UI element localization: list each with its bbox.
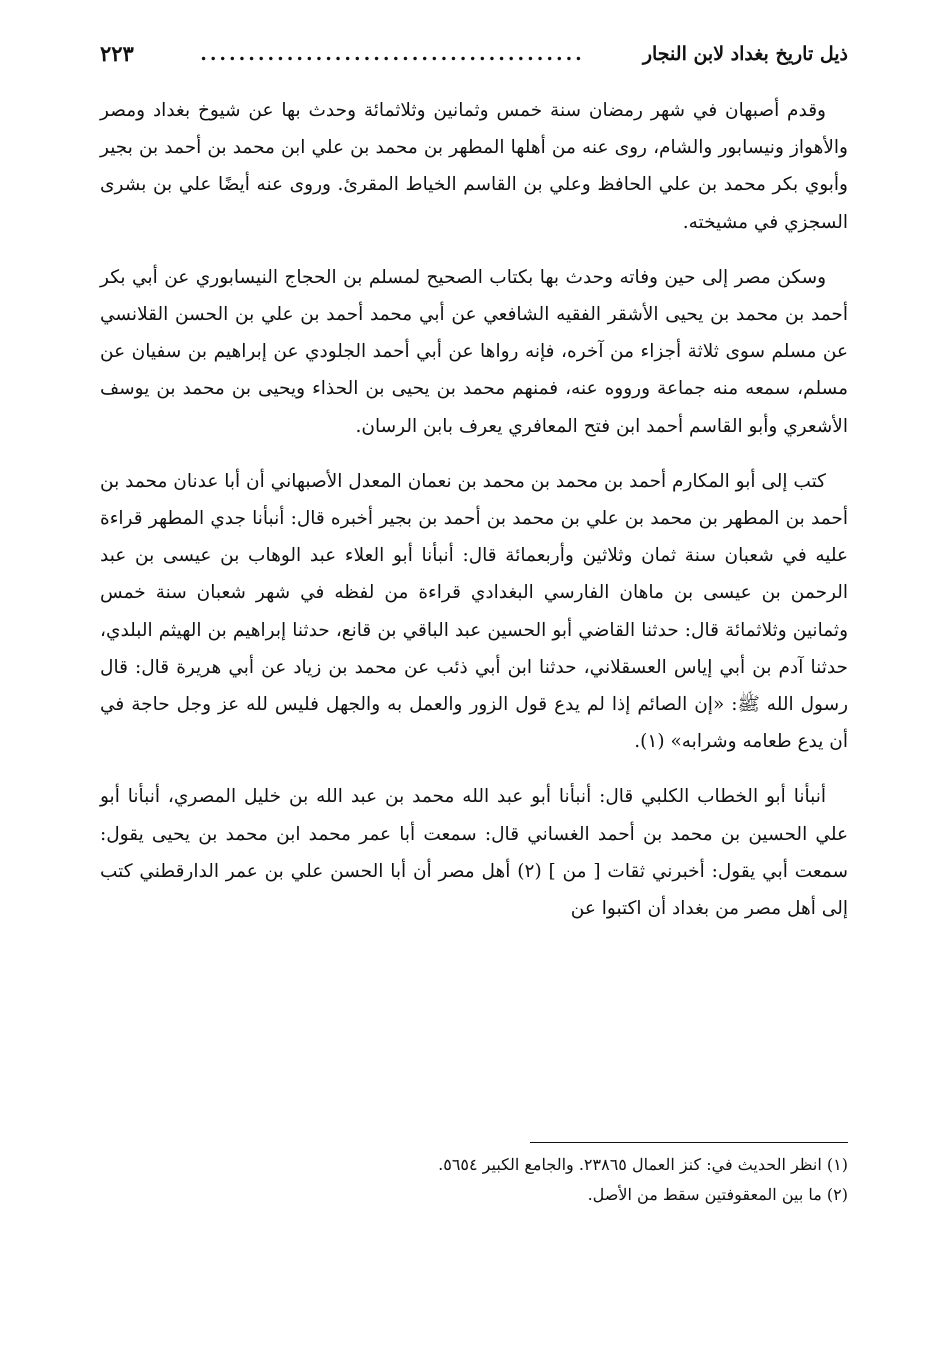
paragraph: وسكن مصر إلى حين وفاته وحدث بها بكتاب الصحيح لمسلم بن الحجاج النيسابوري عن أبي بكر أحمد بن محمد بن يحيى الأشقر الفقيه الشافعي عن أبي محمد أحمد بن علي بن الحسن القلانسي عن مسلم سوى ثلاثة أجزاء من آخره، فإنه رواها عن أبي أحمد الجلودي عن إبراهيم بن سفيان عن مسلم، سمعه منه جماعة ورووه عنه، فمنهم محمد بن يحيى بن الحذاء ويحيى بن محمد بن يوسف الأشعري وأبو القاسم أحمد ابن فتح المعافري يعرف بابن الرسان. [100, 266, 848, 437]
page-number: ٢٢٣ [100, 41, 134, 66]
main-text [100, 92, 848, 927]
paragraph: أنبأنا أبو الخطاب الكلبي قال: أنبأنا أبو عبد الله محمد بن عبد الله بن خليل المصري، أنبأنا أبو علي الحسين بن محمد بن أحمد الغساني قال: سمعت أبا عمر محمد ابن محمد بن يحيى يقول: سمعت أبي يقول: أخبرني ثقات [ من ] (٢) أهل مصر أن أبا الحسن علي بن عمر الدارقطني كتب إلى أهل مصر من بغداد أن اكتبوا عن [100, 786, 848, 920]
running-title: ذيل تاريخ بغداد لابن النجار [642, 43, 848, 65]
header-leader-dots: ........................................ [200, 43, 585, 65]
paragraph: وقدم أصبهان في شهر رمضان سنة خمس وثمانين وثلاثمائة وحدث بها عن شيوخ بغداد ومصر والأهواز ونيسابور والشام، روى عنه من أهلها المطهر بن محمد بن علي ابن محمد بن أحمد بن بجير وأبوي بكر محمد بن علي الحافظ وعلي بن القاسم الخياط المقرئ. وروى عنه أيضًا علي بن بشرى السجزي في مشيخته. [100, 100, 848, 233]
footnote: (٢) ما بين المعقوفتين سقط من الأصل. [587, 1185, 848, 1204]
footnote: (١) انظر الحديث في: كنز العمال ٢٣٨٦٥. والجامع الكبير ٥٦٥٤. [438, 1155, 848, 1174]
footnotes [100, 1150, 848, 1210]
page-header [100, 36, 848, 72]
footnote-separator [530, 1142, 848, 1143]
paragraph: كتب إلى أبو المكارم أحمد بن محمد بن محمد بن نعمان المعدل الأصبهاني أن أبا عدنان محمد بن أحمد بن المطهر بن محمد بن علي بن محمد بن أحمد بن بجير أخبره قال: أنبأنا جدي المطهر قراءة عليه في شعبان سنة ثمان وثلاثين وأربعمائة قال: أنبأنا أبو العلاء عبد الوهاب بن عيسى بن عبد الرحمن بن عيسى بن ماهان الفارسي البغدادي قراءة من لفظه في شهر شعبان سنة خمس وثمانين وثلاثمائة قال: حدثنا القاضي أبو الحسين عبد الباقي بن قانع، حدثنا إبراهيم بن الهيثم البلدي، حدثنا آدم بن أبي إياس العسقلاني، حدثنا ابن أبي ذئب عن محمد بن زياد عن أبي هريرة قال: قال رسول الله ﷺ: «إن الصائم إذا لم يدع قول الزور والعمل به والجهل فليس لله عز وجل حاجة في أن يدع طعامه وشرابه» (١). [100, 470, 848, 753]
